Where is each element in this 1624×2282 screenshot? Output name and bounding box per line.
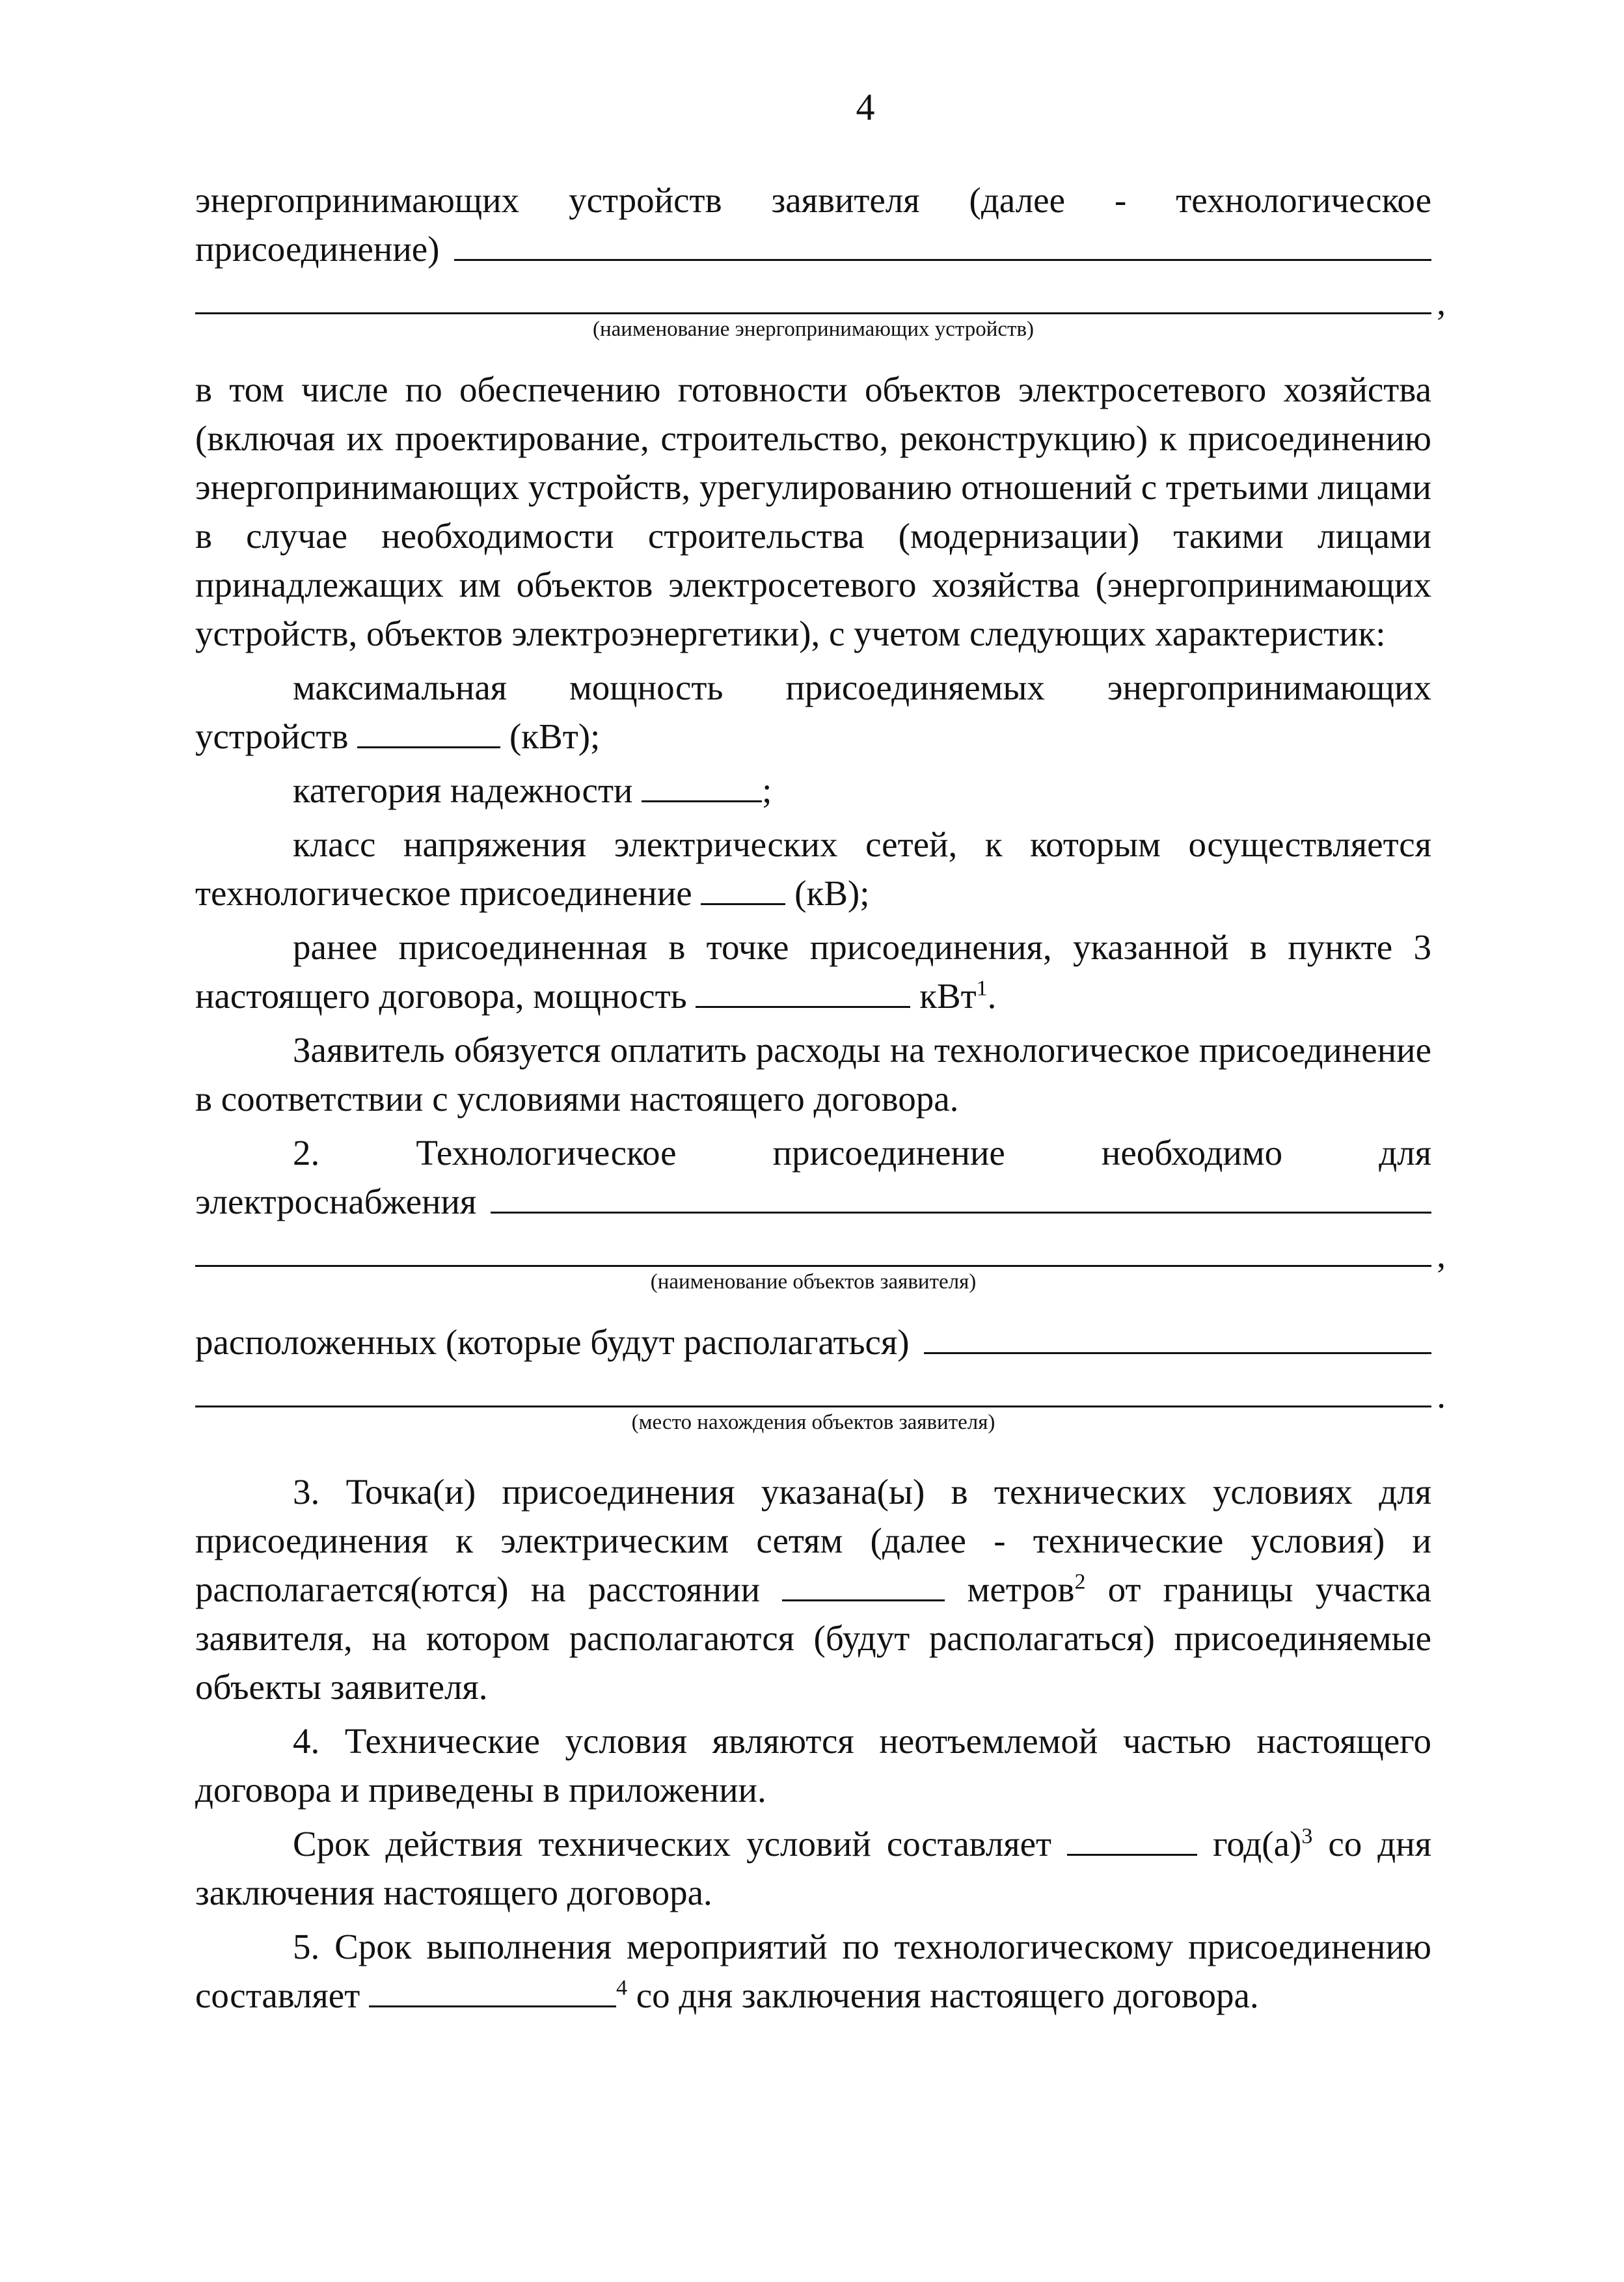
section-3-text: 3. Точка(и) присоединения указана(ы) в технических условиях для присоединения к электрическим сетям (далее - технические условия) и располагается(ются) на расстоянии xyxy=(195,1472,1431,1609)
distance-unit: метров xyxy=(967,1569,1075,1609)
previous-power-field[interactable] xyxy=(696,980,910,1008)
voltage-text: класс напряжения электрических сетей, к которым осуществляется технологическое присоединение xyxy=(195,824,1431,913)
object-name-field-continued[interactable] xyxy=(195,1232,1446,1275)
reliability-paragraph xyxy=(195,766,1431,815)
distance-field[interactable] xyxy=(782,1573,945,1601)
footnote-3-ref: 3 xyxy=(1301,1824,1313,1849)
duration-field[interactable] xyxy=(369,1979,616,2007)
term-unit: год(а) xyxy=(1213,1824,1302,1864)
section-5-paragraph xyxy=(195,1922,1431,2020)
location-field-continued[interactable] xyxy=(195,1373,1446,1415)
location-caption: (место нахождения объектов заявителя) xyxy=(631,1411,995,1434)
voltage-field[interactable] xyxy=(701,877,785,905)
device-name-caption: (наименование энергопринимающих устройств) xyxy=(592,318,1035,341)
location-line xyxy=(195,1318,1431,1366)
device-name-field[interactable] xyxy=(454,232,1432,261)
footnote-4-ref: 4 xyxy=(616,1976,627,2000)
obligation-paragraph: Заявитель обязуется оплатить расходы на технологическое присоединение в соответствии с условиями настоящего договора. xyxy=(195,1030,1431,1119)
previous-power-unit: кВт xyxy=(919,976,977,1016)
section-2-line-1: 2. Технологическое присоединение необходимо для xyxy=(293,1133,1431,1173)
reliability-semicolon: ; xyxy=(762,770,772,810)
intro-line-2 xyxy=(195,224,1431,273)
section-3-paragraph xyxy=(195,1467,1431,1711)
section-5-text-end: со дня заключения настоящего договора. xyxy=(627,1976,1259,2015)
reliability-field[interactable] xyxy=(642,774,762,802)
section-3-text-end: от границы участка заявителя, на котором располагаются (будут располагаться) присоединяемые объекты заявителя. xyxy=(195,1569,1432,1707)
object-name-caption: (наименование объектов заявителя) xyxy=(650,1270,977,1294)
device-name-comma: , xyxy=(1437,282,1446,322)
device-name-field-continued[interactable] xyxy=(195,280,1446,322)
object-name-field[interactable] xyxy=(491,1184,1431,1214)
section-2-line-2-text: электроснабжения xyxy=(195,1182,477,1221)
location-field[interactable] xyxy=(924,1325,1431,1354)
reliability-text: категория надежности xyxy=(293,770,633,810)
object-name-comma: , xyxy=(1437,1235,1446,1275)
max-power-unit: (кВт); xyxy=(509,716,601,756)
max-power-text: максимальная мощность присоединяемых энергопринимающих устройств xyxy=(195,668,1431,756)
intro-line-1: энергопринимающих устройств заявителя (далее - технологическое xyxy=(195,180,1431,220)
footnote-1-ref: 1 xyxy=(976,976,988,1001)
max-power-paragraph xyxy=(195,663,1431,761)
intro-line-2-text: присоединение) xyxy=(195,229,440,269)
previous-power-period: . xyxy=(987,976,997,1016)
location-period: . xyxy=(1437,1376,1446,1415)
footnote-2-ref: 2 xyxy=(1074,1569,1086,1594)
term-text-end: со дня заключения настоящего договора. xyxy=(195,1824,1432,1912)
previous-power-text: ранее присоединенная в точке присоединения, указанной в пункте 3 настоящего договора, мощность xyxy=(195,927,1431,1016)
previous-power-paragraph xyxy=(195,923,1431,1020)
term-field[interactable] xyxy=(1067,1828,1197,1856)
term-paragraph xyxy=(195,1819,1431,1917)
voltage-unit: (кВ); xyxy=(794,873,870,913)
voltage-paragraph xyxy=(195,820,1431,917)
section-5-text: 5. Срок выполнения мероприятий по технологическому присоединению составляет xyxy=(195,1927,1431,2015)
document-page xyxy=(195,85,1446,2020)
section-2-line-2 xyxy=(195,1177,1431,1226)
section-4-paragraph: 4. Технические условия являются неотъемлемой частью настоящего договора и приведены в приложении. xyxy=(195,1721,1431,1810)
page-number: 4 xyxy=(856,86,875,128)
max-power-field[interactable] xyxy=(357,720,500,748)
scope-paragraph: в том числе по обеспечению готовности объектов электросетевого хозяйства (включая их проектирование, строительство, реконструкцию) к присоединению энергопринимающих устройств, урегулированию отношений с третьими лицами в случае необходимости строительства (модернизации) такими лицами принадлежащих им объектов электросетевого хозяйства (энергопринимающих устройств, объектов электроэнергетики), с учетом следующих характеристик: xyxy=(195,370,1431,653)
location-text: расположенных (которые будут располагаться) xyxy=(195,1322,910,1362)
term-text: Срок действия технических условий составляет xyxy=(293,1824,1052,1864)
